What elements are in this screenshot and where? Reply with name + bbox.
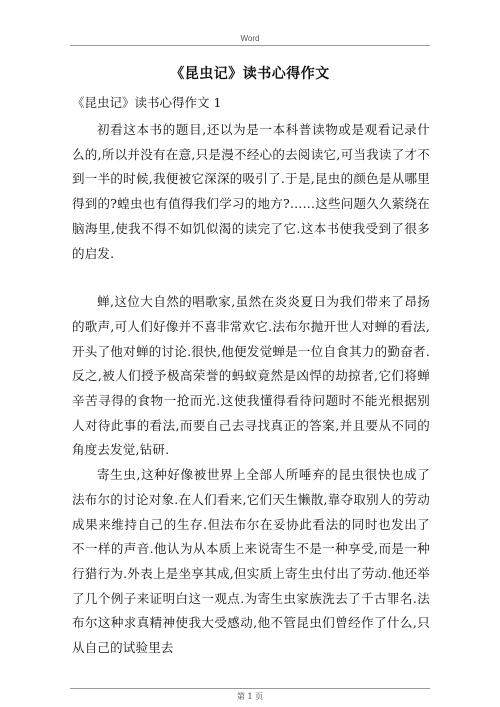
page-number: 第 1 页 <box>236 692 264 701</box>
paragraph-3: 寄生虫,这种好像被世界上全部人所唾弃的昆虫很快也成了法布尔的讨论对象.在人们看来,它们天生懒散,靠夺取别人的劳动成果来维持自己的生存.但法布尔在妥协此看法的同时也发出了不一样的声音.他认为从本质上来说寄生不是一种享受,而是一种行猎行为.外表上是坐享其成,但实质上寄生虫付出了劳动.他还举了几个例子来证明白这一观点.为寄生虫家族洗去了千古罪名.法布尔这种求真精神使我大受感动,他不管昆虫们曾经作了什么,只从自己的试验里去 <box>72 467 430 656</box>
page-header <box>0 0 500 46</box>
document-title: 《昆虫记》读书心得作文 <box>170 66 330 82</box>
paragraph-1: 初看这本书的题目,还以为是一本科普读物或是观看记录什么的,所以并没有在意,只是漫不经心的去阅读它,可当我读了才不到一半的时候,我便被它深深的吸引了.于是,昆虫的颜色是从哪里得到的?蝗虫也有值得我们学习的地方?……这些问题久久萦绕在脑海里,使我不得不如饥似渴的读完了它.这本书使我受到了很多的启发. <box>72 122 430 261</box>
page-footer <box>0 688 500 707</box>
footer-divider <box>70 688 430 689</box>
document-subtitle: 《昆虫记》读书心得作文 1 <box>72 95 222 110</box>
document-body <box>72 118 430 661</box>
header-divider <box>70 45 430 46</box>
header-app-label: Word <box>240 34 260 43</box>
paragraph-2: 蝉,这位大自然的唱歌家,虽然在炎炎夏日为我们带来了昂扬的歌声,可人们好像并不喜非常欢它.法布尔抛开世人对蝉的看法,开头了他对蝉的讨论.很快,他便发觉蝉是一位自食其力的勤奋者.反之,被人们授予极高荣誉的蚂蚁竟然是凶悍的劫掠者,它们将蝉辛苦寻得的食物一抢而光.这使我懂得看待问题时不能光根据别人对待此事的看法,而要自己去寻找真正的答案,并且要从不同的角度去发觉,钻研. <box>72 294 430 458</box>
